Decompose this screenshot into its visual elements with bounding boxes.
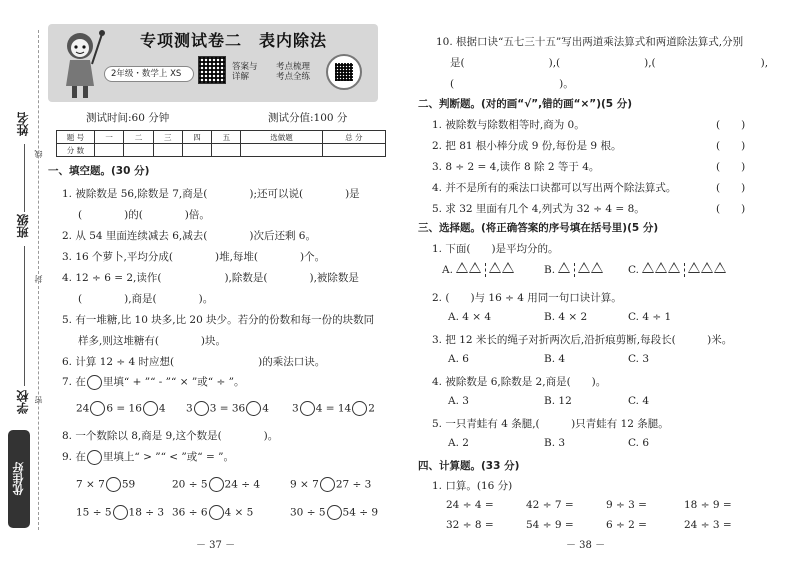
option-label: B. — [544, 264, 556, 276]
calc-item: 32 ÷ 8 = — [446, 519, 494, 531]
answer-circle — [87, 375, 102, 390]
choice-option[interactable]: B. 4 × 2 — [544, 311, 588, 323]
choice-option[interactable]: A. 2 — [448, 437, 469, 449]
question-6: 6. 计算 12 ÷ 4 时应想( )的乘法口诀。 — [62, 356, 326, 368]
q9-item — [290, 477, 371, 492]
table-cell: 题 号 — [57, 131, 95, 144]
calc-item: 9 ÷ 3 = — [606, 499, 647, 511]
judge-answer-bracket[interactable]: ( ) — [716, 203, 746, 215]
school-label: 学校 — [16, 390, 30, 414]
choice-question-4: 4. 被除数是 6,除数是 2,商是( )。 — [432, 376, 607, 388]
section4-title: 四、计算题。(33 分) — [418, 460, 520, 472]
seal-mark: 封 — [34, 275, 43, 283]
q9-right: 18 ÷ 3 — [128, 506, 165, 519]
compare-circle[interactable] — [320, 477, 335, 492]
oral-calc-title: 1. 口算。(16 分) — [432, 480, 513, 492]
calc-item: 6 ÷ 2 = — [606, 519, 647, 531]
q9-right: 54 ÷ 9 — [342, 506, 379, 519]
question-4a: 4. 12 ÷ 6 = 2,读作( ),除数是( ),被除数是 — [62, 272, 359, 284]
table-cell: 分 数 — [57, 144, 95, 157]
table-cell: 选做题 — [241, 131, 322, 144]
class-line — [24, 246, 25, 386]
question-7-pre: 7. 在 — [62, 376, 86, 388]
triangle-icon — [578, 262, 590, 273]
triangle-icon — [642, 262, 654, 273]
choice-question-2: 2. ( )与 16 ÷ 4 用同一句口诀计算。 — [432, 292, 622, 304]
choice-option[interactable]: C. 6 — [628, 437, 650, 449]
calc-item: 18 ÷ 9 = — [684, 499, 732, 511]
score-input-cell[interactable] — [241, 144, 322, 157]
question-3: 3. 16 个萝卜,平均分成( )堆,每堆( )个。 — [62, 251, 326, 263]
answers-label-line2: 详解 — [232, 72, 250, 82]
operator-circle[interactable] — [300, 401, 315, 416]
question-1b: ( )的( )倍。 — [78, 209, 210, 221]
triangle-icon — [489, 262, 501, 273]
score-input-cell[interactable] — [95, 144, 124, 157]
name-line — [24, 144, 25, 212]
triangle-icon — [668, 262, 680, 273]
choice-question-5: 5. 一只青蛙有 4 条腿,( )只青蛙有 12 条腿。 — [432, 418, 669, 430]
score-input-cell[interactable] — [124, 144, 153, 157]
triangle-icon — [701, 262, 713, 273]
name-label: 姓名 — [16, 112, 30, 136]
choice-option[interactable]: B. 12 — [544, 395, 572, 407]
calc-item: 24 ÷ 4 = — [446, 499, 494, 511]
compare-circle[interactable] — [106, 477, 121, 492]
exam-time: 测试时间:60 分钟 — [86, 112, 170, 124]
table-cell: 三 — [153, 131, 182, 144]
triangle-icon — [655, 262, 667, 273]
judge-answer-bracket[interactable]: ( ) — [716, 182, 746, 194]
table-cell: 五 — [212, 131, 241, 144]
choice-option[interactable]: A. 6 — [448, 353, 469, 365]
choice-option-b[interactable] — [544, 262, 604, 277]
review-label — [276, 62, 310, 82]
q9-item — [290, 505, 378, 520]
judge-item: 5. 求 32 里面有几个 4,列式为 32 ÷ 4 = 8。 — [432, 203, 645, 215]
table-row — [57, 131, 386, 144]
triangle-icon — [591, 262, 603, 273]
judge-item: 4. 并不是所有的乘法口诀都可以写出两个除法算式。 — [432, 182, 677, 194]
q7-left: 24 — [76, 402, 90, 415]
calc-item: 42 ÷ 7 = — [526, 499, 574, 511]
score-input-cell[interactable] — [153, 144, 182, 157]
q9-right: 24 ÷ 4 — [224, 478, 261, 491]
q9-left: 30 ÷ 5 — [290, 506, 326, 519]
q9-left: 7 × 7 — [76, 478, 105, 491]
question-5a: 5. 有一堆糖,比 10 块多,比 20 块少。若分的份数和每一份的块数同 — [62, 314, 375, 326]
page-number-right: － 38 － — [566, 540, 606, 551]
score-input-cell[interactable] — [212, 144, 241, 157]
question-10-line2: 是( ),( ),( ), — [450, 57, 769, 69]
q9-right: 27 ÷ 3 — [335, 478, 372, 491]
operator-circle[interactable] — [352, 401, 367, 416]
question-4b: ( ),商是( )。 — [78, 293, 214, 305]
question-5b: 样多,则这堆糖有( )块。 — [78, 335, 227, 347]
question-1a: 1. 被除数是 56,除数是 7,商是( );还可以说( )是 — [62, 188, 360, 200]
question-10-line3: ( )。 — [450, 78, 574, 90]
triangle-icon — [558, 262, 570, 273]
operator-circle[interactable] — [90, 401, 105, 416]
question-8: 8. 一个数除以 8,商是 9,这个数是( )。 — [62, 430, 279, 442]
mascot-illustration — [54, 26, 106, 100]
q7-right: 4 — [158, 402, 166, 415]
q7-mid: 6 = 16 — [106, 402, 142, 415]
q9-left: 20 ÷ 5 — [172, 478, 208, 491]
triangle-icon — [469, 262, 481, 273]
q9-right: 4 × 5 — [224, 506, 254, 519]
brand-logo: 优佳好 — [8, 430, 30, 528]
page-title: 专项测试卷二 表内除法 — [140, 31, 328, 50]
review-label-line2: 考点全练 — [276, 72, 311, 82]
judge-item: 3. 8 ÷ 2 = 4,读作 8 除 2 等于 4。 — [432, 161, 600, 173]
triangle-icon — [714, 262, 726, 273]
compare-circle[interactable] — [209, 477, 224, 492]
section2-title: 二、判断题。(对的画“√”,错的画“×”)(5 分) — [418, 98, 633, 110]
q9-left: 15 ÷ 5 — [76, 506, 112, 519]
exam-score: 测试分值:100 分 — [268, 112, 348, 124]
triangle-icon — [456, 262, 468, 273]
divider-line — [684, 263, 685, 277]
choice-option-c[interactable] — [628, 262, 727, 277]
table-cell: 一 — [95, 131, 124, 144]
option-label: C. — [628, 264, 639, 276]
operator-circle[interactable] — [143, 401, 158, 416]
grade-badge: 2年级・数学上 XS — [104, 66, 194, 82]
line-mark: 线 — [34, 150, 43, 158]
question-2: 2. 从 54 里面连续减去 6,减去( )次后还剩 6。 — [62, 230, 316, 242]
option-label: A. — [442, 264, 453, 276]
question-9-post: 里填上“ > ”“ < ”或“ = ”。 — [102, 451, 234, 463]
question-9 — [62, 449, 234, 465]
class-label: 班级 — [16, 214, 30, 238]
judge-item: 1. 被除数与除数相等时,商为 0。 — [432, 119, 585, 131]
operator-circle[interactable] — [194, 401, 209, 416]
q9-left: 36 ÷ 6 — [172, 506, 208, 519]
choice-option[interactable]: B. 3 — [544, 437, 566, 449]
choice-option-a[interactable] — [442, 262, 515, 277]
q7-item — [292, 401, 375, 416]
round-qr-code-icon[interactable] — [326, 54, 362, 90]
answer-circle — [87, 450, 102, 465]
q9-left: 9 × 7 — [290, 478, 319, 491]
qr-code-icon[interactable] — [198, 56, 226, 84]
q7-left: 3 — [186, 402, 193, 415]
answers-label — [232, 62, 258, 82]
compare-circle[interactable] — [209, 505, 224, 520]
judge-answer-bracket[interactable]: ( ) — [716, 161, 746, 173]
divider-line — [485, 263, 486, 277]
choice-option[interactable]: C. 4 — [628, 395, 650, 407]
page-number-left: － 37 － — [196, 540, 236, 551]
q9-item — [172, 505, 253, 520]
choice-question-3: 3. 把 12 米长的绳子对折两次后,沿折痕剪断,每段长( )米。 — [432, 334, 733, 346]
answers-label-line1: 答案与 — [232, 62, 258, 72]
operator-circle[interactable] — [246, 401, 261, 416]
q7-mid: 4 = 14 — [315, 402, 352, 415]
review-label-line1: 考点梳理 — [276, 62, 311, 72]
score-input-cell[interactable] — [322, 144, 385, 157]
q9-item — [172, 477, 260, 492]
q7-right: 4 — [262, 402, 269, 415]
question-7 — [62, 374, 244, 390]
q7-right: 2 — [368, 402, 375, 415]
secret-mark: 密 — [34, 396, 43, 404]
q7-left: 3 — [292, 402, 299, 415]
score-table — [56, 130, 386, 157]
table-cell: 总 分 — [322, 131, 385, 144]
question-10-line1: 10. 根据口诀“五七三十五”写出两道乘法算式和两道除法算式,分别 — [436, 36, 744, 48]
choice-option[interactable]: C. 3 — [628, 353, 650, 365]
section3-title: 三、选择题。(将正确答案的序号填在括号里)(5 分) — [418, 222, 659, 234]
calc-item: 24 ÷ 3 = — [684, 519, 732, 531]
calc-item: 54 ÷ 9 = — [526, 519, 574, 531]
table-cell: 四 — [182, 131, 211, 144]
q7-item — [186, 401, 269, 416]
triangle-icon — [502, 262, 514, 273]
q9-right: 59 — [121, 478, 136, 491]
choice-option[interactable]: B. 4 — [544, 353, 566, 365]
q7-item — [76, 401, 166, 416]
question-7-post: 里填“ + ”“ - ”“ × ”或“ ÷ ”。 — [102, 376, 245, 388]
compare-circle[interactable] — [327, 505, 342, 520]
score-input-cell[interactable] — [182, 144, 211, 157]
question-9-pre: 9. 在 — [62, 451, 86, 463]
judge-answer-bracket[interactable]: ( ) — [716, 119, 746, 131]
binding-dash-line — [38, 30, 39, 530]
triangle-icon — [688, 262, 700, 273]
q9-item — [76, 505, 164, 520]
compare-circle[interactable] — [113, 505, 128, 520]
choice-option[interactable]: C. 4 ÷ 1 — [628, 311, 672, 323]
section1-title: 一、填空题。(30 分) — [48, 165, 150, 177]
judge-item: 2. 把 81 根小棒分成 9 份,每份是 9 根。 — [432, 140, 622, 152]
divider-line — [574, 263, 575, 277]
right-page — [400, 0, 800, 566]
choice-option[interactable]: A. 4 × 4 — [448, 311, 492, 323]
table-cell: 二 — [124, 131, 153, 144]
judge-answer-bracket[interactable]: ( ) — [716, 140, 746, 152]
choice-option[interactable]: A. 3 — [448, 395, 469, 407]
q9-item — [76, 477, 135, 492]
table-row — [57, 144, 386, 157]
q7-mid: 3 = 36 — [209, 402, 246, 415]
choice-question-1: 1. 下面( )是平均分的。 — [432, 243, 559, 255]
